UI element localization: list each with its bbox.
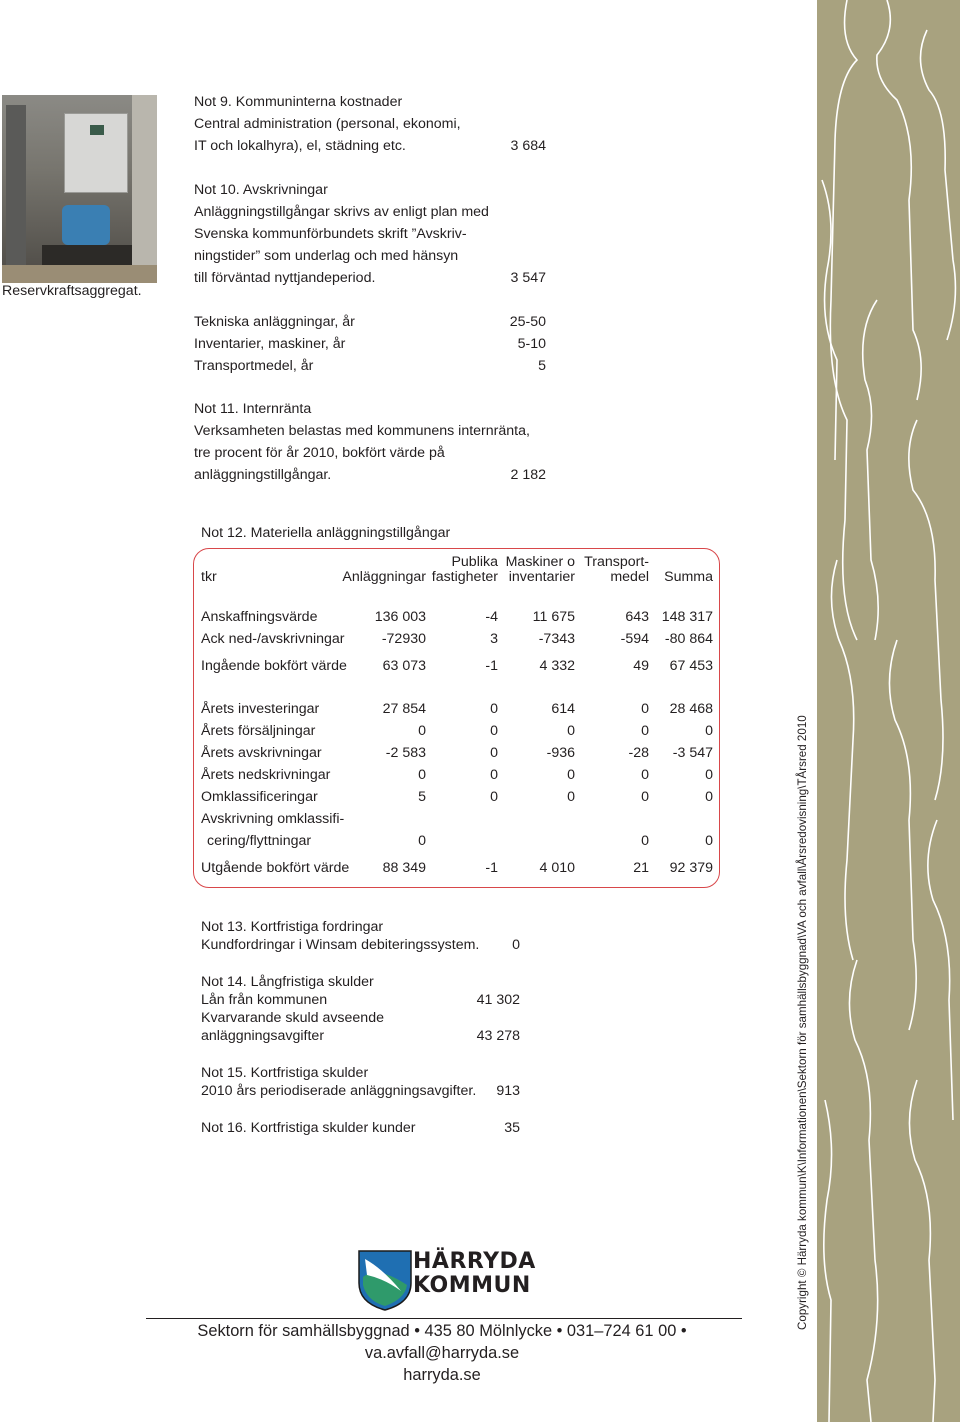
generator-photo [2,95,157,283]
row-label: Omklassificeringar [201,789,318,805]
note-16-value: 35 [504,1120,520,1136]
period-value: 5 [538,358,546,374]
note-9-text: IT och lokalhyra), el, städning etc. [194,138,406,154]
row-label: Avskrivning omklassifi- [201,811,345,827]
harryda-kommun-logo [355,1247,535,1312]
row-label: Utgående bokfört värde [201,860,350,876]
cell-value: -1 [485,860,498,876]
cell-value: 4 010 [539,860,575,876]
note-12-title: Not 12. Materiella anläggningstillgångar [201,525,451,541]
cell-value: 49 [633,658,649,674]
note-13-value: 0 [512,937,520,953]
cell-value: 67 453 [669,658,713,674]
cell-value: 11 675 [532,609,575,625]
period-label: Tekniska anläggningar, år [194,314,355,330]
cell-value: 4 332 [539,658,575,674]
footer-divider [146,1318,742,1319]
cell-value: 5 [418,789,426,805]
cell-value: -4 [485,609,498,625]
cell-value: 3 [490,631,498,647]
cell-value: -2 583 [385,745,426,761]
note-14-value: 43 278 [476,1028,520,1044]
cell-value: 0 [418,833,426,849]
period-value: 5-10 [517,336,546,352]
cell-value: 0 [490,767,498,783]
cell-value: 92 379 [669,860,713,876]
row-label: Årets nedskrivningar [201,767,331,783]
note-15-value: 913 [496,1083,520,1099]
cell-value: 0 [705,767,713,783]
note-10-value: 3 547 [510,270,546,286]
photo-caption: Reservkraftsaggregat. [2,283,142,299]
cell-value: 0 [418,723,426,739]
logo-text-line2: KOMMUN [413,1273,531,1298]
cell-value: 0 [567,723,575,739]
header-transport: Transport- [584,554,649,570]
cell-value: 0 [418,767,426,783]
cell-value: 0 [567,789,575,805]
cell-value: 0 [641,833,649,849]
note-9-value: 3 684 [510,138,546,154]
cell-value: 0 [641,701,649,717]
row-label: Årets försäljningar [201,723,316,739]
cell-value: -80 864 [664,631,713,647]
footer-website: harryda.se [403,1366,481,1384]
decorative-silhouette-strip [817,0,960,1422]
note-11-text: tre procent för år 2010, bokfört värde på [194,445,445,461]
cell-value: -3 547 [672,745,713,761]
row-label: Anskaffningsvärde [201,609,318,625]
row-label: Årets avskrivningar [201,745,322,761]
note-14-text: Lån från kommunen [201,992,328,1008]
period-label: Transportmedel, år [194,358,314,374]
header-medel: medel [610,569,649,585]
row-label-continued: cering/flyttningar [207,833,312,849]
people-silhouettes-icon [817,0,960,1422]
note-11-text: anläggningstillgångar. [194,467,332,483]
cell-value: -936 [546,745,575,761]
note-15-text: 2010 års periodiserade anläggningsavgifter. [201,1083,477,1099]
note-9-title: Not 9. Kommuninterna kostnader [194,94,403,110]
note-15-title: Not 15. Kortfristiga skulder [201,1065,369,1081]
header-fastigheter: fastigheter [431,569,498,585]
cell-value: 28 468 [669,701,713,717]
cell-value: 0 [490,789,498,805]
cell-value: 0 [641,789,649,805]
note-10-text: till förväntad nyttjandeperiod. [194,270,376,286]
cell-value: 0 [490,745,498,761]
cell-value: 0 [641,723,649,739]
logo-text-line1: HÄRRYDA [413,1249,536,1274]
cell-value: 63 073 [382,658,426,674]
note-10-text: ningstider” som underlag och med hänsyn [194,248,459,264]
cell-value: 0 [641,767,649,783]
header-anlaggningar: Anläggningar [342,569,426,585]
note-11-value: 2 182 [510,467,546,483]
note-14-title: Not 14. Långfristiga skulder [201,974,374,990]
copyright-vertical: Copyright © Härryda kommun\K\Informationen\Sektorn för samhällsbyggnad\VA och avfall\Årsredovisning\TÅrsred 2010 [796,715,809,1330]
cell-value: -594 [620,631,649,647]
cell-value: -72930 [381,631,426,647]
note-13-text: Kundfordringar i Winsam debiteringssystem. [201,937,480,953]
cell-value: 0 [705,789,713,805]
cell-value: -28 [628,745,649,761]
cell-value: 0 [705,723,713,739]
note-10-text: Anläggningstillgångar skrivs av enligt plan med [194,204,489,220]
note-14-text: Kvarvarande skuld avseende [201,1010,384,1026]
note-14-text: anläggningsavgifter [201,1028,325,1044]
cell-value: -1 [485,658,498,674]
header-maskiner: Maskiner o [505,554,575,570]
cell-value: 0 [490,701,498,717]
note-10-title: Not 10. Avskrivningar [194,182,328,198]
note-11-text: Verksamheten belastas med kommunens internränta, [194,423,530,439]
note-14-value: 41 302 [476,992,520,1008]
cell-value: 148 317 [661,609,713,625]
cell-value: 0 [490,723,498,739]
note-11-title: Not 11. Internränta [194,401,312,417]
row-label: Ack ned-/avskrivningar [201,631,345,647]
row-label: Ingående bokfört värde [201,658,347,674]
cell-value: -7343 [538,631,575,647]
cell-value: 27 854 [382,701,426,717]
footer [130,1320,754,1386]
cell-value: 136 003 [374,609,426,625]
note-10-text: Svenska kommunförbundets skrift ”Avskriv- [194,226,467,242]
note-16-title: Not 16. Kortfristiga skulder kunder [201,1120,416,1136]
header-publika: Publika [451,554,498,570]
period-value: 25-50 [509,314,546,330]
header-tkr: tkr [201,569,217,585]
footer-contact: Sektorn för samhällsbyggnad • 435 80 Mölnlycke • 031–724 61 00 • va.avfall@harryda.se [197,1322,687,1362]
period-label: Inventarier, maskiner, år [194,336,346,352]
cell-value: 643 [625,609,649,625]
cell-value: 0 [705,833,713,849]
note-9-text: Central administration (personal, ekonomi, [194,116,461,132]
header-summa: Summa [664,569,713,585]
note-13-title: Not 13. Kortfristiga fordringar [201,919,384,935]
cell-value: 21 [633,860,649,876]
cell-value: 88 349 [382,860,426,876]
cell-value: 0 [567,767,575,783]
row-label: Årets investeringar [201,701,320,717]
cell-value: 614 [551,701,575,717]
header-inventarier: inventarier [508,569,575,585]
